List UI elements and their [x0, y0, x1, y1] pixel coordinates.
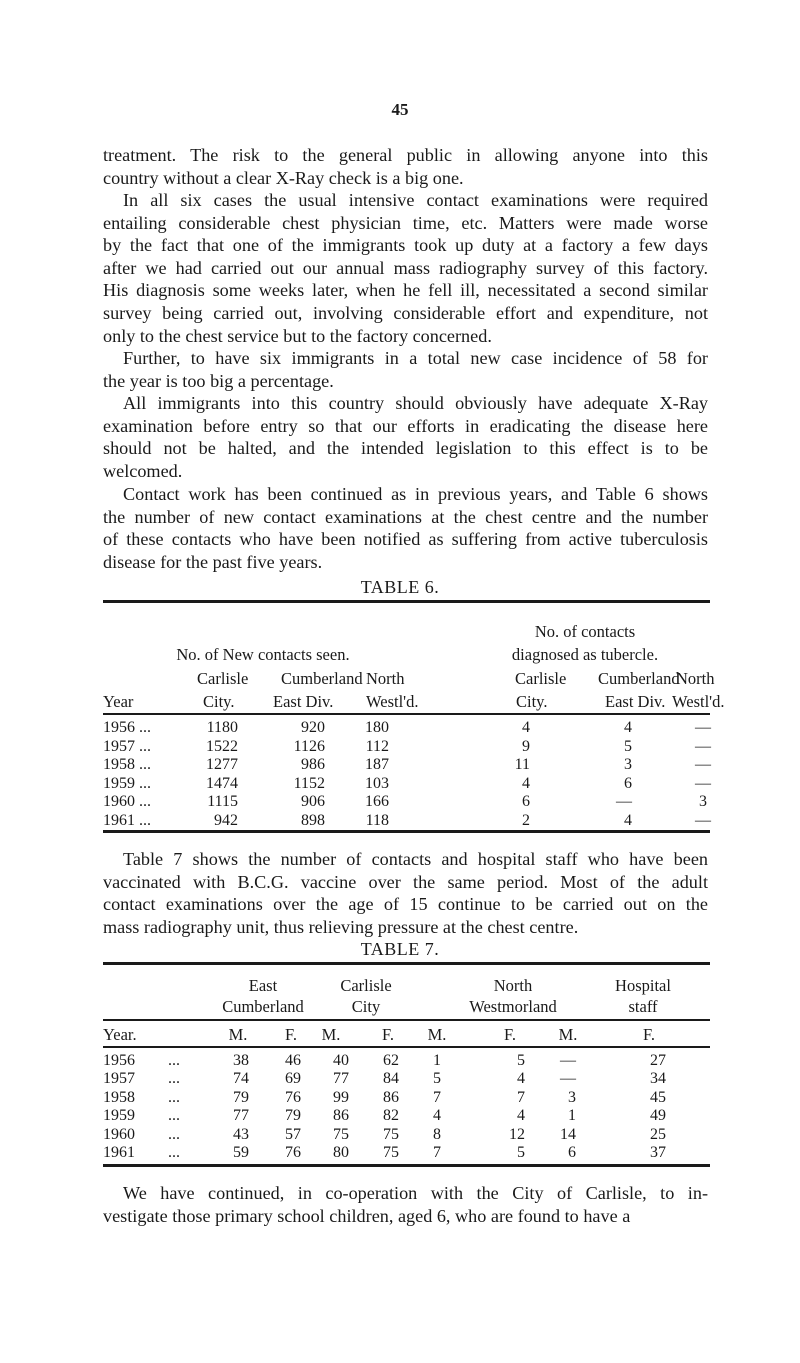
table6-cell: —: [695, 756, 711, 774]
table7-cell: 4: [517, 1107, 525, 1125]
table7-cell: 79: [233, 1088, 249, 1106]
table7-cell: 43: [233, 1125, 249, 1143]
table6-year: 1956 ...: [103, 719, 151, 736]
table6-cell: 6: [624, 774, 632, 792]
table7-cell: 40: [333, 1052, 349, 1069]
table6-cell: 4: [522, 774, 530, 792]
paragraph-1: [103, 144, 708, 189]
text-line: contact examinations over the age of 15 continue to be carried out on the: [103, 894, 708, 915]
table7-cell: 3: [568, 1088, 576, 1106]
table6-cell: —: [695, 774, 711, 792]
table7-cell: 57: [285, 1125, 301, 1143]
table7-cell: 7: [433, 1144, 441, 1161]
text-line: entailing considerable chest physician time, etc. Matters were made worse: [103, 212, 708, 233]
text-line: examination before entry so that our efforts in eradicating the disease here: [103, 415, 708, 436]
table7-dots: ...: [168, 1125, 180, 1143]
table6-cell: 5: [624, 737, 632, 755]
text-line: the year is too big a percentage.: [103, 370, 334, 391]
table7-bottom-rule: [103, 1164, 710, 1167]
text-line: In all six cases the usual intensive contact examinations were required: [123, 190, 708, 210]
table6-cell: 986: [301, 756, 325, 774]
table7-cell: 80: [333, 1144, 349, 1161]
text-line: only to the chest service but to the factory concerned.: [103, 325, 492, 346]
table7-sub-header: F.: [382, 1025, 394, 1044]
table7-group-header: Westmorland: [469, 997, 557, 1016]
text-line: welcomed.: [103, 460, 183, 481]
text-line: All immigrants into this country should obviously have adequate X-Ray: [123, 393, 708, 413]
table6-cell: 906: [301, 793, 325, 811]
text-line: Further, to have six immigrants in a total new case incidence of 58 for: [123, 348, 708, 368]
table6-cell: 187: [365, 756, 389, 774]
table6-cell: 1152: [293, 774, 325, 792]
table6-cell: 1180: [206, 719, 238, 736]
table7-cell: 1: [568, 1107, 576, 1125]
table6-year-header: Year: [103, 692, 134, 711]
table6-cell: 166: [365, 793, 389, 811]
text-line: mass radiography unit, thus relieving pressure at the chest centre.: [103, 916, 579, 937]
text-line: disease for the past five years.: [103, 551, 323, 572]
table7-cell: 76: [285, 1144, 301, 1161]
table6-cell: 11: [514, 756, 530, 774]
table6-group2-header-line1: No. of contacts: [534, 622, 636, 641]
table7-sub-header: M.: [228, 1025, 248, 1044]
table6-cell: 2: [522, 812, 530, 829]
table7-cell: 74: [233, 1070, 249, 1088]
table6-column-header: Cumberland: [281, 669, 363, 688]
table6-title: TABLE 6.: [360, 577, 440, 597]
table7-cell: 86: [383, 1088, 399, 1106]
text-line: Table 7 shows the number of contacts and hospital staff who have been: [123, 849, 708, 869]
text-line: Contact work has been continued as in previous years, and Table 6 shows: [123, 484, 708, 504]
table6-cell: 6: [522, 793, 530, 811]
paragraph-6: [103, 848, 708, 938]
table7-group-header: City: [351, 997, 381, 1016]
text-line: by the fact that one of the immigrants took up duty at a factory a few days: [103, 235, 708, 256]
table7-cell: 82: [383, 1107, 399, 1125]
table6-cell: 103: [365, 774, 389, 792]
text-line: We have continued, in co-operation with the City of Carlisle, to in-: [123, 1183, 708, 1203]
table6-year: 1957 ...: [103, 737, 151, 755]
table6-column-header: Carlisle: [515, 669, 567, 688]
table7-sub-header: M.: [427, 1025, 447, 1044]
table7-cell: 12: [509, 1125, 525, 1143]
table7-year: 1957: [103, 1070, 135, 1088]
table7-cell: 7: [433, 1088, 441, 1106]
table7-cell: 4: [517, 1070, 525, 1088]
paragraph-7: [103, 1182, 708, 1227]
table6-group2-header-line2: diagnosed as tubercle.: [511, 645, 659, 664]
table7-group-header: Carlisle: [340, 976, 392, 995]
table6-cell: —: [695, 719, 711, 736]
table7-year: 1956: [103, 1052, 135, 1069]
table6-column-header: Cumberland: [598, 669, 680, 688]
table6-cell: 118: [365, 812, 389, 829]
table7-year: 1959: [103, 1107, 135, 1125]
table7-group-rule: [103, 1019, 710, 1021]
table6-year: 1959 ...: [103, 774, 151, 792]
text-line: country without a clear X-Ray check is a big one.: [103, 167, 464, 188]
table6-column-header: North: [366, 669, 405, 688]
table6-year: 1958 ...: [103, 756, 151, 774]
table6-cell: 4: [624, 812, 632, 829]
table7-group-header: East: [248, 976, 278, 995]
table7-cell: 37: [650, 1144, 666, 1161]
table6-column-header: East Div.: [273, 692, 334, 711]
table6-cell: 3: [624, 756, 632, 774]
table6-cell: 1522: [206, 737, 238, 755]
table7-year: 1961: [103, 1144, 135, 1161]
table7-cell: 46: [285, 1052, 301, 1069]
table6-cell: 920: [301, 719, 325, 736]
table6-top-rule: [103, 600, 710, 603]
table6-column-header: City.: [516, 692, 548, 711]
text-line: vestigate those primary school children, aged 6, who are found to have a: [103, 1205, 631, 1226]
table6-cell: 1126: [293, 737, 325, 755]
text-line: His diagnosis some weeks later, when he fell ill, necessitated a second similar: [103, 280, 708, 301]
table6-year: 1961 ...: [103, 812, 151, 829]
table6-cell: 4: [624, 719, 632, 736]
table7-cell: 8: [433, 1125, 441, 1143]
table7-year: 1960: [103, 1125, 135, 1143]
table6-column-header: Carlisle: [197, 669, 249, 688]
table7-sub-header: F.: [643, 1025, 655, 1044]
text-line: the number of new contact examinations at the chest centre and the number: [103, 506, 708, 527]
table7-cell: 79: [285, 1107, 301, 1125]
table6-cell: 3: [699, 793, 707, 811]
table6-cell: 1277: [206, 756, 238, 774]
text-line: survey being carried out, involving considerable effort and expenditure, not: [103, 302, 708, 323]
table7-year-header: Year.: [103, 1025, 137, 1044]
table6-cell: 1474: [206, 774, 238, 792]
table7-cell: 62: [383, 1052, 399, 1069]
table7-cell: 77: [233, 1107, 249, 1125]
paragraph-5: [103, 483, 708, 573]
table6-column-header: Westl'd.: [672, 692, 725, 711]
table6-cell: 1115: [207, 793, 238, 811]
table6-column-header: Westl'd.: [366, 692, 419, 711]
table7-cell: 4: [433, 1107, 441, 1125]
table7-dots: ...: [168, 1052, 180, 1069]
table7-dots: ...: [168, 1088, 180, 1106]
table7-cell: 99: [333, 1088, 349, 1106]
table7-cell: 1: [433, 1052, 441, 1069]
table6-cell: 898: [301, 812, 325, 829]
table7-cell: 6: [568, 1144, 576, 1161]
table6-cell: 4: [522, 719, 530, 736]
table7-cell: 5: [517, 1144, 525, 1161]
table6-column-header: East Div.: [605, 692, 666, 711]
table7-cell: 49: [650, 1107, 666, 1125]
table7-cell: 7: [517, 1088, 525, 1106]
table7-group-header: North: [493, 976, 533, 995]
table6-cell: —: [695, 812, 711, 829]
table6-header-rule: [103, 713, 710, 715]
table7-sub-header: M.: [321, 1025, 341, 1044]
table7-cell: 77: [333, 1070, 349, 1088]
table7-header-rule: [103, 1046, 710, 1048]
table7-cell: 5: [433, 1070, 441, 1088]
table7-sub-header: F.: [504, 1025, 516, 1044]
table7-sub-header: F.: [285, 1025, 297, 1044]
table6-cell: —: [616, 793, 632, 811]
table7-cell: 76: [285, 1088, 301, 1106]
table7-title: TABLE 7.: [360, 939, 440, 959]
table6-cell: 112: [365, 737, 389, 755]
table7-dots: ...: [168, 1070, 180, 1088]
table7-cell: 38: [233, 1052, 249, 1069]
text-line: vaccinated with B.C.G. vaccine over the same period. Most of the adult: [103, 871, 708, 892]
table7-cell: 84: [383, 1070, 399, 1088]
table6-group1-header: No. of New contacts seen.: [176, 645, 350, 664]
table7-cell: 75: [333, 1125, 349, 1143]
table6-cell: 942: [214, 812, 238, 829]
table7-year: 1958: [103, 1088, 135, 1106]
text-line: of these contacts who have been notified as suffering from active tuberculosis: [103, 529, 708, 550]
table7-cell: 75: [383, 1125, 399, 1143]
table6-cell: 180: [365, 719, 389, 736]
table6-cell: 9: [522, 737, 530, 755]
table7-group-header: staff: [628, 997, 658, 1016]
table7-cell: 69: [285, 1070, 301, 1088]
table7-cell: 59: [233, 1144, 249, 1161]
page-number: 45: [391, 100, 409, 119]
table7-cell: 75: [383, 1144, 399, 1161]
table7-cell: —: [560, 1070, 576, 1088]
table7-cell: 14: [560, 1125, 576, 1143]
table6-year: 1960 ...: [103, 793, 151, 811]
table7-cell: 86: [333, 1107, 349, 1125]
table7-cell: 5: [517, 1052, 525, 1069]
paragraph-2: [103, 189, 708, 347]
paragraph-4: [103, 392, 708, 482]
table6-column-header: North: [676, 669, 715, 688]
table7-dots: ...: [168, 1144, 180, 1161]
table7-group-header: Hospital: [615, 976, 671, 995]
table7-sub-header: M.: [558, 1025, 578, 1044]
table7-top-rule: [103, 962, 710, 965]
text-line: treatment. The risk to the general public in allowing anyone into this: [103, 145, 708, 165]
table7-cell: 27: [650, 1052, 666, 1069]
table7-group-header: Cumberland: [222, 997, 304, 1016]
text-line: should not be halted, and the intended legislation to this effect is to be: [103, 438, 708, 459]
table7-cell: 34: [650, 1070, 666, 1088]
paragraph-3: [103, 347, 708, 392]
table6-cell: —: [695, 737, 711, 755]
text-line: after we had carried out our annual mass radiography survey of this factory.: [103, 257, 708, 278]
table6-bottom-rule: [103, 830, 710, 833]
table7-cell: 45: [650, 1088, 666, 1106]
table7-cell: 25: [650, 1125, 666, 1143]
table7-cell: —: [560, 1052, 576, 1069]
table7-dots: ...: [168, 1107, 180, 1125]
table6-column-header: City.: [203, 692, 235, 711]
